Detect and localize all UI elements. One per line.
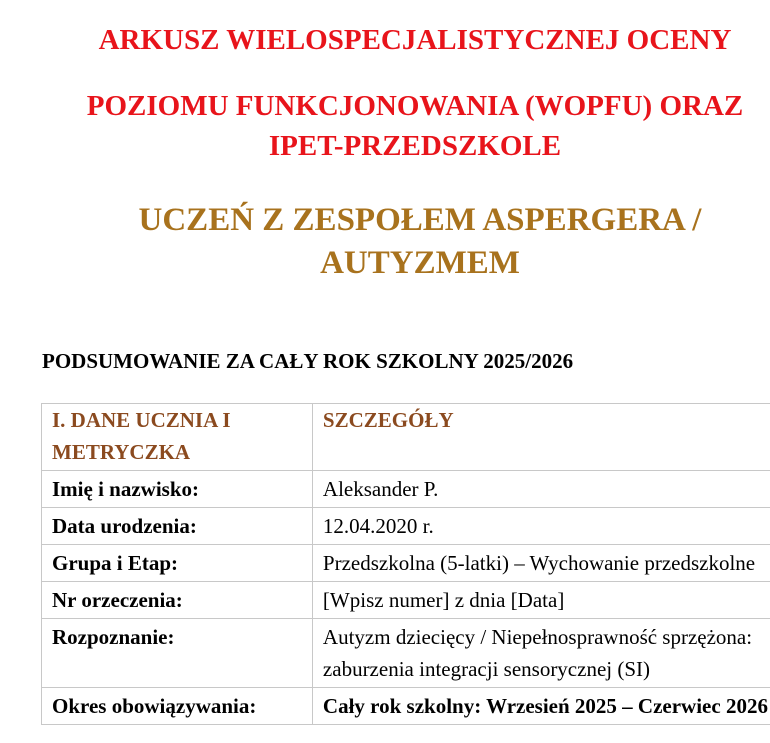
- document-subtitle-line-1: UCZEŃ Z ZESPOŁEM ASPERGERA /: [138, 202, 702, 238]
- table-row: [42, 688, 770, 725]
- table-header-row: [42, 404, 770, 471]
- row-label: Okres obowiązywania:: [42, 688, 313, 725]
- document-subtitle-line-2: AUTYZMEM: [320, 245, 520, 281]
- student-data-table: [41, 403, 770, 725]
- row-value: Autyzm dziecięcy / Niepełnosprawność sprzężona: zaburzenia integracji sensorycznej (SI): [312, 619, 770, 688]
- table-header-section: I. DANE UCZNIA I METRYCZKA: [42, 404, 313, 471]
- row-value: 12.04.2020 r.: [312, 508, 770, 545]
- document-title-line-3: IPET-PRZEDSZKOLE: [268, 130, 562, 162]
- document-title-line-1: ARKUSZ WIELOSPECJALISTYCZNEJ OCENY: [98, 24, 732, 56]
- table-row: [42, 471, 770, 508]
- row-label: Data urodzenia:: [42, 508, 313, 545]
- row-value: Cały rok szkolny: Wrzesień 2025 – Czerwiec 2026: [312, 688, 770, 725]
- row-label: Grupa i Etap:: [42, 545, 313, 582]
- table-row: [42, 582, 770, 619]
- summary-heading: PODSUMOWANIE ZA CAŁY ROK SZKOLNY 2025/2026: [42, 349, 574, 373]
- document-title-line-2: POZIOMU FUNKCJONOWANIA (WOPFU) ORAZ: [86, 90, 744, 122]
- row-label: Nr orzeczenia:: [42, 582, 313, 619]
- table-row: [42, 619, 770, 688]
- table-row: [42, 508, 770, 545]
- row-value: Aleksander P.: [312, 471, 770, 508]
- table-row: [42, 545, 770, 582]
- row-label: Imię i nazwisko:: [42, 471, 313, 508]
- row-label: Rozpoznanie:: [42, 619, 313, 688]
- row-value: [Wpisz numer] z dnia [Data]: [312, 582, 770, 619]
- row-value: Przedszkolna (5-latki) – Wychowanie przedszkolne: [312, 545, 770, 582]
- table-header-details: SZCZEGÓŁY: [312, 404, 770, 471]
